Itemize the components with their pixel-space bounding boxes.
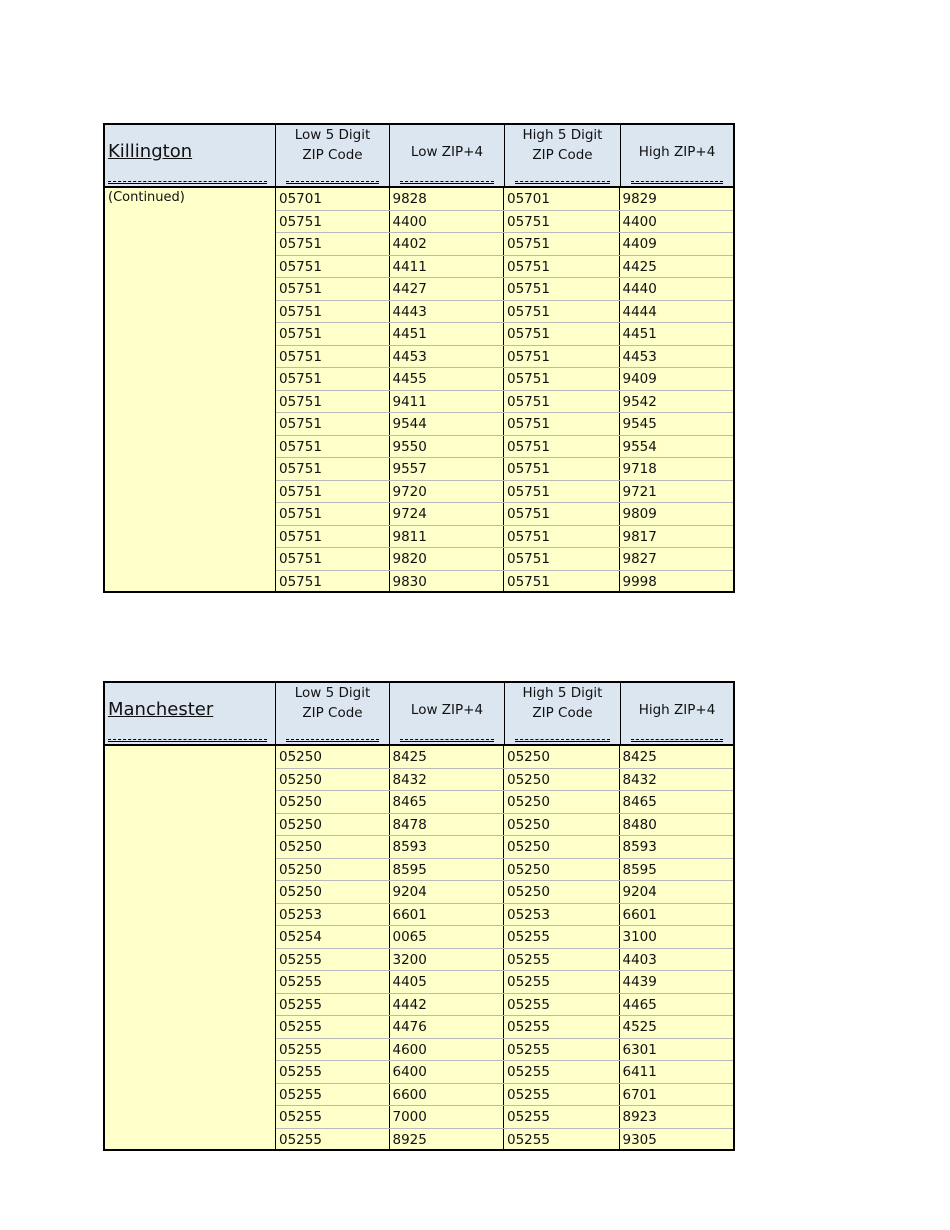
table-cell: 05250 [276, 881, 390, 903]
table-cell: 8425 [622, 749, 657, 765]
table-cell: 9720 [390, 481, 505, 503]
table-cell: 05751 [276, 391, 390, 413]
table-cell: 05751 [276, 503, 390, 525]
table-cell: 05255 [504, 971, 620, 993]
table-cell: 6400 [390, 1061, 505, 1083]
table-cell: 05250 [504, 859, 620, 881]
table-cell: 9827 [622, 551, 657, 567]
table-cell: 9411 [390, 391, 505, 413]
header-divider [108, 739, 267, 742]
table-row [276, 836, 733, 859]
zip-table-manchester [103, 681, 735, 1151]
table-cell: 8595 [390, 859, 505, 881]
table-cell: 4453 [622, 348, 657, 365]
zip-table-killington [103, 123, 735, 593]
table-cell: 4402 [390, 233, 505, 255]
column-header-high-5-digit: High 5 Digit ZIP Code [505, 125, 621, 186]
table-cell: 05255 [276, 1061, 390, 1083]
table-cell: 9724 [390, 503, 505, 525]
table-cell: 05751 [504, 526, 620, 548]
table-cell: 05255 [504, 1061, 620, 1083]
table-cell: 05250 [504, 746, 620, 768]
table-cell: 05751 [504, 571, 620, 594]
table-cell: 05751 [276, 458, 390, 480]
table-cell: 05751 [276, 301, 390, 323]
table-cell: 05255 [504, 994, 620, 1016]
table-cell: 05255 [504, 1016, 620, 1038]
table-cell: 05751 [504, 503, 620, 525]
column-header-low-zip4: Low ZIP+4 [390, 683, 505, 744]
column-header-high-5-digit: High 5 Digit ZIP Code [505, 683, 621, 744]
table-cell: 05701 [504, 188, 620, 210]
table-row [276, 769, 733, 792]
table-cell: 4403 [622, 951, 657, 968]
table-cell: 05751 [504, 323, 620, 345]
table-cell: 05751 [504, 301, 620, 323]
table-row [276, 481, 733, 504]
table-row [276, 301, 733, 324]
table-cell: 9820 [390, 548, 505, 570]
table-cell: 05255 [276, 1016, 390, 1038]
table-cell: 9829 [622, 191, 657, 207]
table-cell: 4453 [390, 346, 505, 368]
table-cell: 9809 [622, 506, 657, 522]
table-cell: 6600 [390, 1084, 505, 1106]
table-cell: 05751 [276, 481, 390, 503]
table-cell: 05254 [276, 926, 390, 948]
table-cell: 05250 [504, 791, 620, 813]
table-cell: 9554 [622, 438, 657, 455]
table-cell: 05250 [504, 881, 620, 903]
table-cell: 05250 [276, 769, 390, 791]
table-row [276, 1061, 733, 1084]
table-row [276, 746, 733, 769]
table-cell: 4465 [622, 996, 657, 1013]
table-cell: 8923 [622, 1109, 657, 1125]
column-header-low-5-digit: Low 5 Digit ZIP Code [276, 683, 390, 744]
city-header-cell [105, 125, 276, 186]
table-row [276, 458, 733, 481]
table-cell: 4425 [622, 258, 657, 275]
table-cell: 4600 [390, 1039, 505, 1061]
table-cell: 05751 [276, 571, 390, 594]
table-cell: 4444 [622, 303, 657, 320]
table-cell: 4411 [390, 256, 505, 278]
table-cell: 8478 [390, 814, 505, 836]
table-cell: 05751 [504, 481, 620, 503]
table-row [276, 368, 733, 391]
table-cell: 9830 [390, 571, 505, 594]
table-cell: 05255 [276, 1039, 390, 1061]
city-name: Killington [108, 141, 193, 162]
table-header [105, 683, 733, 746]
table-cell: 05751 [504, 458, 620, 480]
table-row [276, 994, 733, 1017]
table-row [276, 881, 733, 904]
table-cell: 6301 [622, 1041, 657, 1058]
table-cell: 8593 [390, 836, 505, 858]
table-cell: 05255 [504, 926, 620, 948]
table-cell: 8465 [622, 794, 657, 810]
table-row [276, 1016, 733, 1039]
table-cell: 05255 [504, 949, 620, 971]
table-cell: 4451 [622, 326, 657, 342]
table-cell: 05255 [276, 1129, 390, 1152]
city-column [105, 746, 276, 1149]
table-cell: 05255 [276, 1106, 390, 1128]
table-cell: 8432 [622, 771, 657, 788]
table-row [276, 256, 733, 279]
table-cell: 6411 [622, 1064, 657, 1080]
table-body [105, 746, 733, 1149]
table-cell: 4451 [390, 323, 505, 345]
table-cell: 6701 [622, 1086, 657, 1103]
table-cell: 9542 [622, 393, 657, 410]
table-cell: 05751 [504, 256, 620, 278]
table-row [276, 391, 733, 414]
table-row [276, 503, 733, 526]
table-cell: 05751 [276, 413, 390, 435]
table-cell: 8593 [622, 839, 657, 855]
table-cell: 9305 [622, 1131, 657, 1148]
table-cell: 8425 [390, 746, 505, 768]
table-cell: 9544 [390, 413, 505, 435]
table-cell: 05250 [504, 769, 620, 791]
table-cell: 9828 [390, 188, 505, 210]
table-cell: 05751 [276, 233, 390, 255]
table-cell: 4409 [622, 236, 657, 252]
table-cell: 4476 [390, 1016, 505, 1038]
table-cell: 4440 [622, 281, 657, 297]
table-row [276, 526, 733, 549]
table-row [276, 791, 733, 814]
table-cell: 05255 [504, 1039, 620, 1061]
table-cell: 8432 [390, 769, 505, 791]
table-row [276, 211, 733, 234]
table-cell: 8925 [390, 1129, 505, 1152]
table-cell: 05751 [276, 548, 390, 570]
table-cell: 4525 [622, 1019, 657, 1035]
city-column [105, 188, 276, 591]
table-row [276, 323, 733, 346]
table-header [105, 125, 733, 188]
table-cell: 8465 [390, 791, 505, 813]
table-row [276, 188, 733, 211]
table-cell: 9557 [390, 458, 505, 480]
table-row [276, 233, 733, 256]
table-cell: 9204 [622, 884, 657, 900]
table-cell: 05751 [276, 436, 390, 458]
table-cell: 9718 [622, 461, 657, 477]
table-cell: 4405 [390, 971, 505, 993]
table-row [276, 1106, 733, 1129]
table-cell: 6601 [390, 904, 505, 926]
city-header-cell [105, 683, 276, 744]
table-cell: 0065 [390, 926, 505, 948]
table-cell: 05751 [504, 548, 620, 570]
table-cell: 6601 [622, 906, 657, 923]
table-cell: 4400 [622, 213, 657, 230]
table-cell: 05255 [504, 1084, 620, 1106]
table-row [276, 548, 733, 571]
column-header-low-zip4: Low ZIP+4 [390, 125, 505, 186]
table-row [276, 571, 733, 594]
table-cell: 05250 [504, 836, 620, 858]
column-header-high-zip4: High ZIP+4 [621, 125, 733, 186]
table-cell: 05250 [276, 746, 390, 768]
table-row [276, 859, 733, 882]
table-cell: 8480 [622, 816, 657, 833]
table-row [276, 814, 733, 837]
table-cell: 4442 [390, 994, 505, 1016]
table-cell: 4455 [390, 368, 505, 390]
table-row [276, 413, 733, 436]
table-cell: 9545 [622, 416, 657, 432]
table-rows [276, 188, 733, 593]
table-cell: 05255 [504, 1129, 620, 1152]
column-header-high-zip4: High ZIP+4 [621, 683, 733, 744]
table-cell: 05751 [504, 211, 620, 233]
table-cell: 05250 [276, 814, 390, 836]
table-cell: 05250 [276, 836, 390, 858]
table-row [276, 904, 733, 927]
table-rows [276, 746, 733, 1151]
table-cell: 05751 [276, 368, 390, 390]
table-cell: 3200 [390, 949, 505, 971]
table-row [276, 346, 733, 369]
city-name: Manchester [108, 699, 214, 720]
table-row [276, 1129, 733, 1152]
table-cell: 9550 [390, 436, 505, 458]
table-cell: 05250 [504, 814, 620, 836]
table-cell: 9409 [622, 371, 657, 387]
table-cell: 05751 [276, 526, 390, 548]
table-cell: 9204 [390, 881, 505, 903]
table-cell: 05255 [276, 971, 390, 993]
table-cell: 4400 [390, 211, 505, 233]
table-cell: 05751 [276, 346, 390, 368]
table-cell: 05751 [504, 368, 620, 390]
table-cell: 4439 [622, 974, 657, 990]
table-cell: 7000 [390, 1106, 505, 1128]
table-cell: 05253 [276, 904, 390, 926]
table-cell: 9998 [622, 573, 657, 590]
table-cell: 05250 [276, 791, 390, 813]
table-cell: 05255 [504, 1106, 620, 1128]
table-cell: 8595 [622, 861, 657, 878]
table-cell: 05255 [276, 994, 390, 1016]
table-cell: 05751 [504, 346, 620, 368]
table-row [276, 926, 733, 949]
table-cell: 05751 [276, 278, 390, 300]
table-cell: 05701 [276, 188, 390, 210]
column-header-low-5-digit: Low 5 Digit ZIP Code [276, 125, 390, 186]
table-cell: 05751 [276, 211, 390, 233]
table-row [276, 436, 733, 459]
table-row [276, 1084, 733, 1107]
table-row [276, 1039, 733, 1062]
table-cell: 05253 [504, 904, 620, 926]
table-cell: 05751 [504, 233, 620, 255]
table-body [105, 188, 733, 591]
header-divider [108, 181, 267, 184]
table-cell: 05751 [276, 256, 390, 278]
table-cell: 05250 [276, 859, 390, 881]
table-cell: 3100 [622, 929, 657, 945]
table-cell: 4443 [390, 301, 505, 323]
table-row [276, 278, 733, 301]
table-cell: 05751 [504, 391, 620, 413]
continued-note: (Continued) [108, 190, 185, 205]
table-cell: 4427 [390, 278, 505, 300]
table-cell: 05255 [276, 1084, 390, 1106]
table-row [276, 949, 733, 972]
table-cell: 05751 [504, 436, 620, 458]
table-cell: 05751 [504, 413, 620, 435]
table-cell: 9817 [622, 528, 657, 545]
table-cell: 05751 [504, 278, 620, 300]
table-cell: 9811 [390, 526, 505, 548]
table-cell: 9721 [622, 483, 657, 500]
table-row [276, 971, 733, 994]
table-cell: 05751 [276, 323, 390, 345]
table-cell: 05255 [276, 949, 390, 971]
